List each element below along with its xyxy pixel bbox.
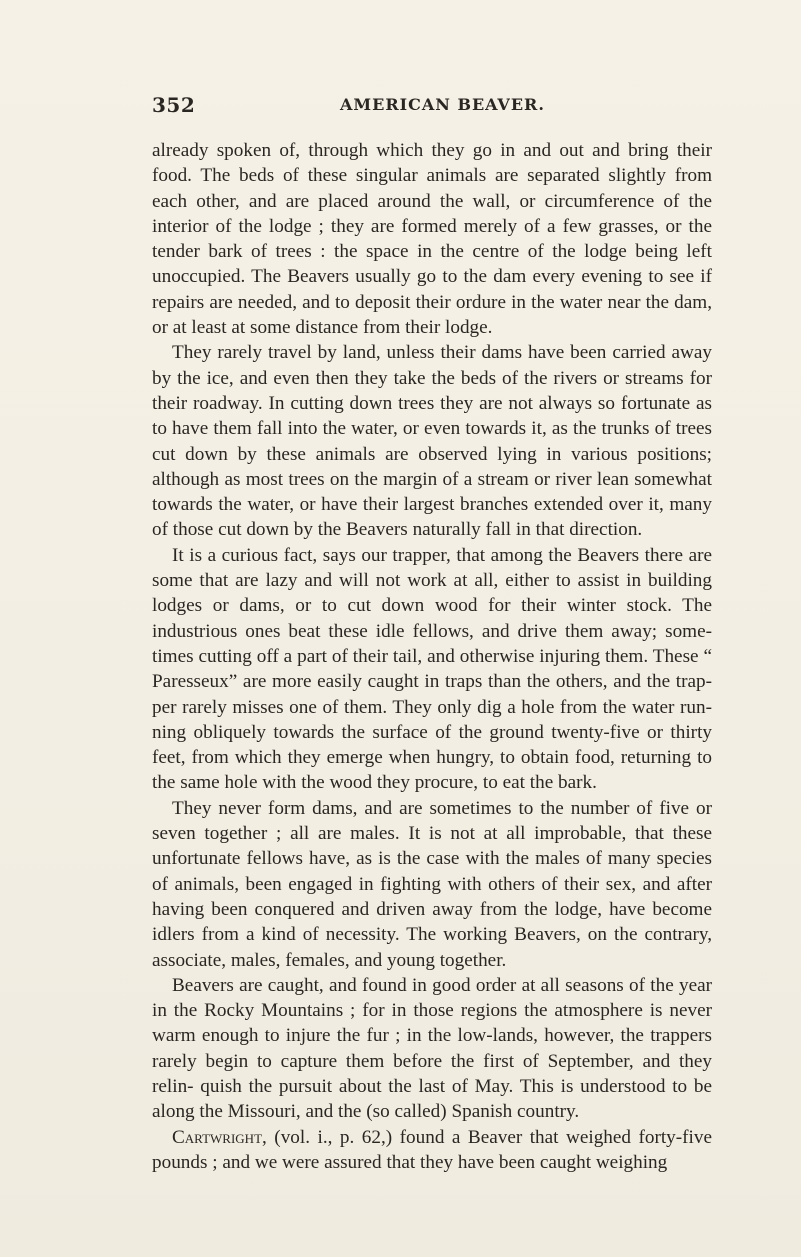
- author-name: Cartwright,: [172, 1126, 267, 1148]
- paragraph-1: already spoken of, through which they go in and out and bring their food. The beds of these singular animals are separated slightly from each other, and are placed around the wall, or circumference of the interior of the lodge ; they are formed merely of a few grasses, or the tender bark of trees : the space in the centre of the lodge being left unoccupied. The Beavers usually go to the dam every evening to see if repairs are needed, and to deposit their ordure in the water near the dam, or at least at some distance from their lodge.: [152, 140, 712, 339]
- paragraph-5: Beavers are caught, and found in good order at all seasons of the year in the Rocky Mountains ; for in those regions the atmosphere is never warm enough to injure the fur ; in the low-lands, however, the trappers rarely begin to capture them before the first of September, and they relin- quish the pursuit about the last of May. This is understood to be along the Missouri, and the (so called) Spanish country.: [152, 974, 712, 1123]
- body-text: [152, 138, 712, 1175]
- paragraph-6-text: (vol. i., p. 62,) found a Beaver that weighed forty-five pounds ; and we were assured that they have been caught weighing: [152, 1126, 712, 1173]
- paragraph-6: [152, 1125, 712, 1176]
- paragraph-2: They rarely travel by land, unless their dams have been carried away by the ice, and even then they take the beds of the rivers or streams for their roadway. In cutting down trees they are not always so fortunate as to have them fall into the water, or even towards it, as the trunks of trees cut down by these animals are observed lying in various positions; although as most trees on the margin of a stream or river lean somewhat towards the water, or have their largest branches extended over it, many of those cut down by the Beavers naturally fall in that direction.: [152, 342, 712, 541]
- running-head: AMERICAN BEAVER.: [340, 95, 545, 114]
- paragraph-4: They never form dams, and are sometimes to the number of five or seven together ; all are males. It is not at all improbable, that these unfortunate fellows have, as is the case with the males of many species of animals, been engaged in fighting with others of their sex, and after having been conquered and driven away from the lodge, have become idlers from a kind of necessity. The working Beavers, on the contrary, associate, males, females, and young together.: [152, 797, 712, 971]
- paragraph-3: It is a curious fact, says our trapper, that among the Beavers there are some that are lazy and will not work at all, either to assist in building lodges or dams, or to cut down wood for their winter stock. The industrious ones beat these idle fellows, and drive them away; some- times cutting off a part of their tail, and otherwise injuring them. These “ Paresseux” are more easily caught in traps than the others, and the trap- per rarely misses one of them. They only dig a hole from the water run- ning obliquely towards the surface of the ground twenty-five or thirty feet, from which they emerge when hungry, to obtain food, returning to the same hole with the wood they procure, to eat the bark.: [152, 544, 712, 794]
- page-header: [152, 93, 712, 123]
- page-number: 352: [152, 93, 196, 117]
